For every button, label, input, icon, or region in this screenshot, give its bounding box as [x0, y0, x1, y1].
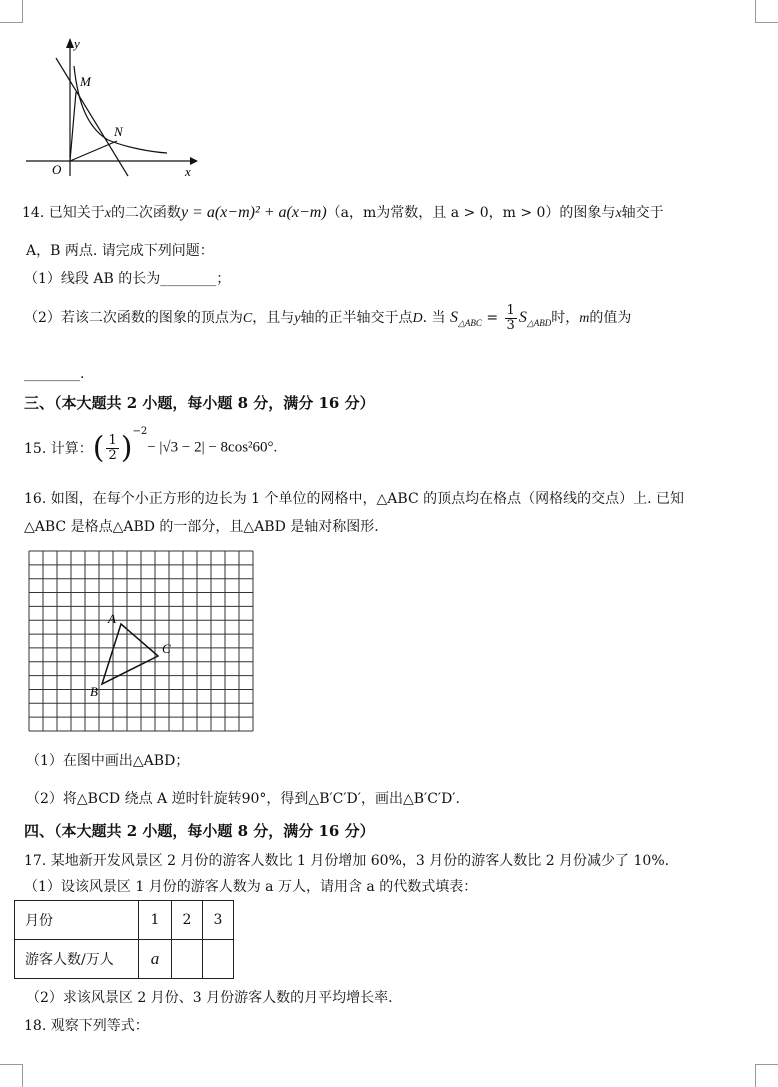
- q14-frac-num: 1: [506, 303, 515, 318]
- q14-point-c: C: [242, 311, 253, 327]
- q14-p2-text-e: 时，: [551, 310, 580, 327]
- q16-line1: 16. 如图，在每个小正方形的边长为 1 个单位的网格中，△ABC 的顶点均在格点（网格线的交点）上. 已知: [24, 491, 685, 507]
- q14-s-abd-sub: △ABD: [526, 317, 552, 328]
- q15-exponent: −2: [132, 426, 148, 437]
- q15-paren-left: (: [92, 430, 105, 466]
- q14-text-c: 轴交于: [621, 205, 664, 221]
- q14-p2-text-f: 的值为: [589, 310, 632, 327]
- grid-label-b: B: [90, 684, 98, 699]
- table-row: [15, 901, 234, 940]
- graph-x-label: x: [185, 164, 191, 179]
- crop-mark-bottom-right: [755, 1064, 778, 1087]
- q17-table: [14, 900, 234, 979]
- section-4-heading: 四、（本大题共 2 小题，每小题 8 分，满分 16 分）: [24, 822, 375, 840]
- q15: [24, 426, 277, 466]
- q18: 18. 观察下列等式：: [24, 1018, 149, 1034]
- table-cell-empty-2: [172, 940, 203, 979]
- graph-n-label: N: [114, 124, 123, 139]
- table-row: [15, 940, 234, 979]
- q15-fraction: [106, 434, 118, 462]
- q14-p2-text-c: 轴的正半轴交于点: [300, 310, 413, 327]
- q14-s-abd: S: [518, 309, 527, 327]
- grid-label-c: C: [162, 641, 171, 656]
- q17-line1: 17. 某地新开发风景区 2 月份的游客人数比 1 月份增加 60%，3 月份的游客人数比 2 月份减少了 10%.: [24, 853, 670, 869]
- table-row-label: 游客人数/万人: [15, 940, 139, 979]
- q14-frac-den: 3: [506, 317, 515, 333]
- q14-line1: [22, 202, 664, 222]
- table-cell-empty-3: [203, 940, 234, 979]
- crop-mark-bottom-left: [0, 1064, 23, 1087]
- graph-y-label: y: [74, 36, 80, 51]
- q15-label: 15. 计算：: [24, 441, 93, 457]
- q14-formula: y = a(x−m)² + a(x−m): [180, 204, 327, 221]
- function-graph-figure: [22, 36, 202, 184]
- q16-part2: （2）将△BCD 绕点 A 逆时针旋转90°，得到△B′C′D′，画出△B′C′D′.: [26, 791, 460, 807]
- q14-point-d: D: [412, 311, 423, 327]
- q16-line2: △ABC 是格点△ABD 的一部分，且△ABD 是轴对称图形.: [24, 519, 379, 535]
- q14-p2-text-b: ，且与: [252, 310, 295, 327]
- q14-s-abc-sub: △ABC: [457, 317, 482, 328]
- q14-part1: （1）线段 AB 的长为________；: [24, 271, 231, 287]
- graph-o-label: O: [52, 162, 62, 177]
- q14-p2-text-d: . 当: [422, 310, 446, 327]
- triangle-abc: [102, 624, 158, 684]
- table-cell-a: a: [139, 940, 172, 979]
- q15-frac-num: 1: [108, 432, 117, 448]
- q14-var-x2: x: [615, 206, 622, 221]
- q14-text-a: 14. 已知关于: [22, 205, 105, 221]
- q16-part1: （1）在图中画出△ABD；: [26, 753, 190, 769]
- q14-var-y: y: [294, 311, 301, 327]
- q14-var-m: m: [579, 311, 590, 327]
- q15-frac-den: 2: [108, 447, 117, 463]
- crop-mark-top-right: [755, 0, 778, 23]
- q17-line2: （1）设该风景区 1 月份的游客人数为 a 万人，请用含 a 的代数式填表：: [24, 879, 478, 895]
- table-header-3: 3: [203, 901, 234, 940]
- q14-line2: A，B 两点. 请完成下列问题：: [26, 243, 214, 259]
- q14-answer-blank: ________.: [24, 366, 85, 382]
- table-header-2: 2: [172, 901, 203, 940]
- section-3-heading: 三、（本大题共 2 小题，每小题 8 分，满分 16 分）: [24, 394, 375, 412]
- q14-equals: =: [486, 310, 499, 327]
- table-header-1: 1: [139, 901, 172, 940]
- q14-part2: [24, 304, 631, 332]
- q14-s-abc: S: [449, 309, 458, 327]
- grid-figure: [28, 550, 254, 732]
- crop-mark-top-left: [0, 0, 23, 23]
- q17-part2: （2）求该风景区 2 月份、3 月份游客人数的月平均增长率.: [26, 990, 393, 1006]
- q14-var-x: x: [104, 206, 111, 221]
- grid-label-a: A: [108, 611, 116, 626]
- q14-p2-text-a: （2）若该二次函数的图象的顶点为: [24, 310, 243, 327]
- q14-fraction: [505, 304, 517, 332]
- q14-text-b: 的二次函数: [110, 205, 181, 221]
- q14-condition: （a，m为常数，且 a > 0，m > 0）的图象与: [326, 205, 616, 221]
- table-header-month: 月份: [15, 901, 139, 940]
- q15-paren-right: ): [120, 430, 133, 466]
- graph-m-label: M: [80, 74, 91, 89]
- q15-expression: − |√3 − 2| − 8cos²60°.: [147, 439, 278, 456]
